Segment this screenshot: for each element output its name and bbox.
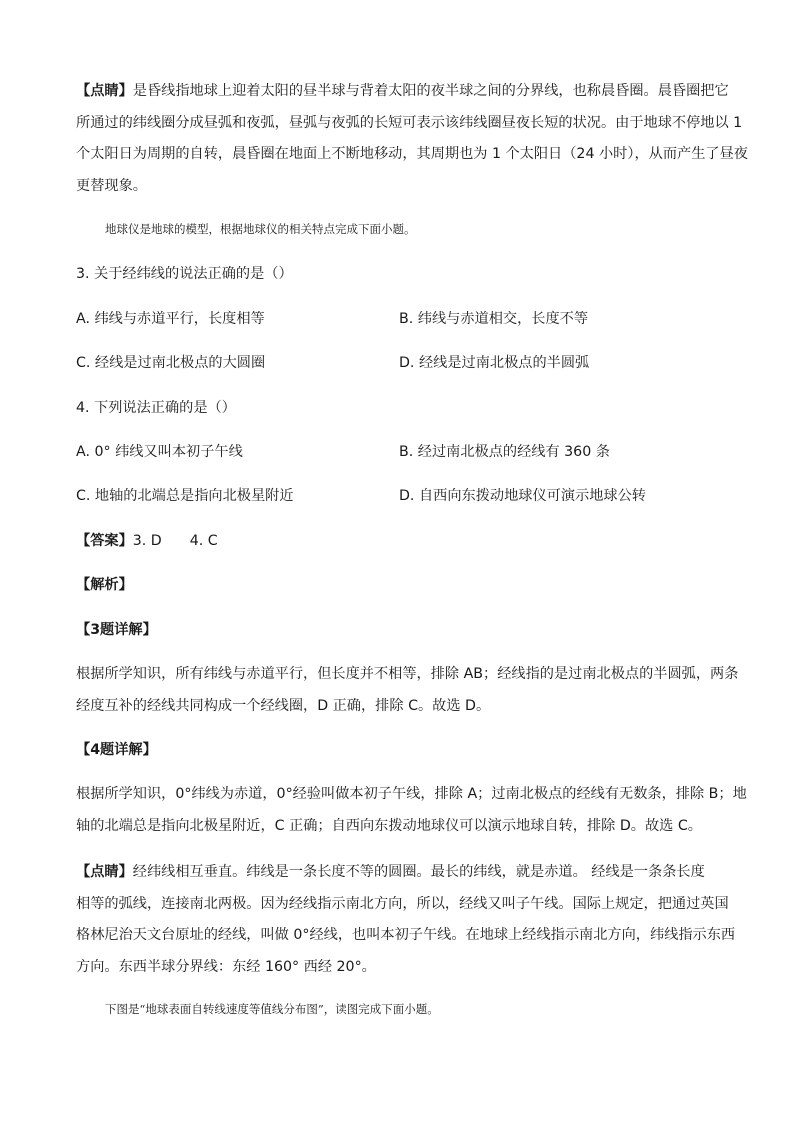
question-3-option-c: C. 经线是过南北极点的大圆圈 — [76, 355, 266, 371]
text-line: 相等的弧线，连接南北两极。因为经线指示南北方向，所以，经线又叫子午线。国际上规定，把通过英国 — [76, 895, 729, 912]
section-label: 【点睛】 — [76, 83, 133, 99]
question-4-option-d: D. 自西向东拨动地球仪可演示地球公转 — [399, 488, 646, 504]
answer-label: 【答案】 — [76, 533, 133, 549]
text-line: 轴的北端总是指向北极星附近，C 正确；自西向东拨动地球仪可以演示地球自转，排除 D。故选 C。 — [76, 817, 702, 834]
question-3-option-a: A. 纬线与赤道平行，长度相等 — [76, 311, 265, 327]
text-line: 【点睛】是昏线指地球上迎着太阳的昼半球与背着太阳的夜半球之间的分界线，也称晨昏圈。晨昏圈把它 — [76, 83, 729, 99]
text-line: 根据所学知识，所有纬线与赤道平行，但长度并不相等，排除 AB；经线指的是过南北极点的半圆弧，两条 — [76, 666, 739, 682]
question-4-option-a: A. 0° 纬线又叫本初子午线 — [76, 444, 243, 460]
question-3-option-b: B. 纬线与赤道相交，长度不等 — [399, 311, 589, 327]
text-line: 更替现象。 — [76, 177, 147, 194]
detail-4-label: 【4题详解】 — [76, 742, 157, 758]
question-4-option-b: B. 经过南北极点的经线有 360 条 — [399, 444, 610, 460]
text-line: 所通过的纬线圈分成昼弧和夜弧，昼弧与夜弧的长短可表示该纬线圈昼夜长短的状况。由于地球不停地以 1 — [76, 114, 743, 131]
text-line: 个太阳日为周期的自转，晨昏圈在地面上不断地移动，其周期也为 1 个太阳日（24 小时），从而产生了昼夜 — [76, 146, 748, 162]
detail-3-paragraph — [76, 659, 739, 722]
question-3-option-d: D. 经线是过南北极点的半圆弧 — [399, 355, 590, 371]
section-label: 【点睛】 — [76, 864, 133, 880]
question-3-options-row-1 — [76, 308, 726, 330]
question-4-options-row-2 — [76, 485, 726, 507]
text-line: 【点睛】经纬线相互垂直。纬线是一条长度不等的圆圈。最长的纬线，就是赤道。 经线是一条条长度 — [76, 864, 705, 880]
question-intro-1: 地球仪是地球的模型，根据地球仪的相关特点完成下面小题。 — [105, 222, 416, 236]
dianjing-paragraph-2 — [76, 857, 736, 983]
answer-3: 3. D — [132, 533, 162, 549]
text-line: 根据所学知识，0°纬线为赤道，0°经验叫做本初子午线，排除 A；过南北极点的经线有无数条，排除 B；地 — [76, 786, 747, 802]
dianjing-paragraph-1 — [76, 76, 748, 202]
question-4-options-row-1 — [76, 441, 726, 463]
question-3-options-row-2 — [76, 352, 726, 374]
answer-4: 4. C — [189, 533, 218, 549]
question-4-stem: 4. 下列说法正确的是（） — [76, 400, 236, 416]
text-line: 方向。东西半球分界线：东经 160° 西经 20°。 — [76, 958, 376, 975]
detail-3-label: 【3题详解】 — [76, 622, 157, 638]
answer-line — [76, 530, 218, 552]
question-intro-2: 下图是“地球表面自转线速度等值线分布图”，读图完成下面小题。 — [105, 1002, 439, 1016]
analysis-label: 【解析】 — [76, 577, 133, 593]
text-line: 经度互补的经线共同构成一个经线圈，D 正确，排除 C。故选 D。 — [76, 697, 491, 714]
detail-4-paragraph — [76, 779, 747, 842]
question-4-option-c: C. 地轴的北端总是指向北极星附近 — [76, 488, 294, 504]
question-3-stem: 3. 关于经纬线的说法正确的是（） — [76, 266, 293, 282]
text-line: 格林尼治天文台原址的经线，叫做 0°经线，也叫本初子午线。在地球上经线指示南北方向，纬线指示东西 — [76, 927, 736, 943]
